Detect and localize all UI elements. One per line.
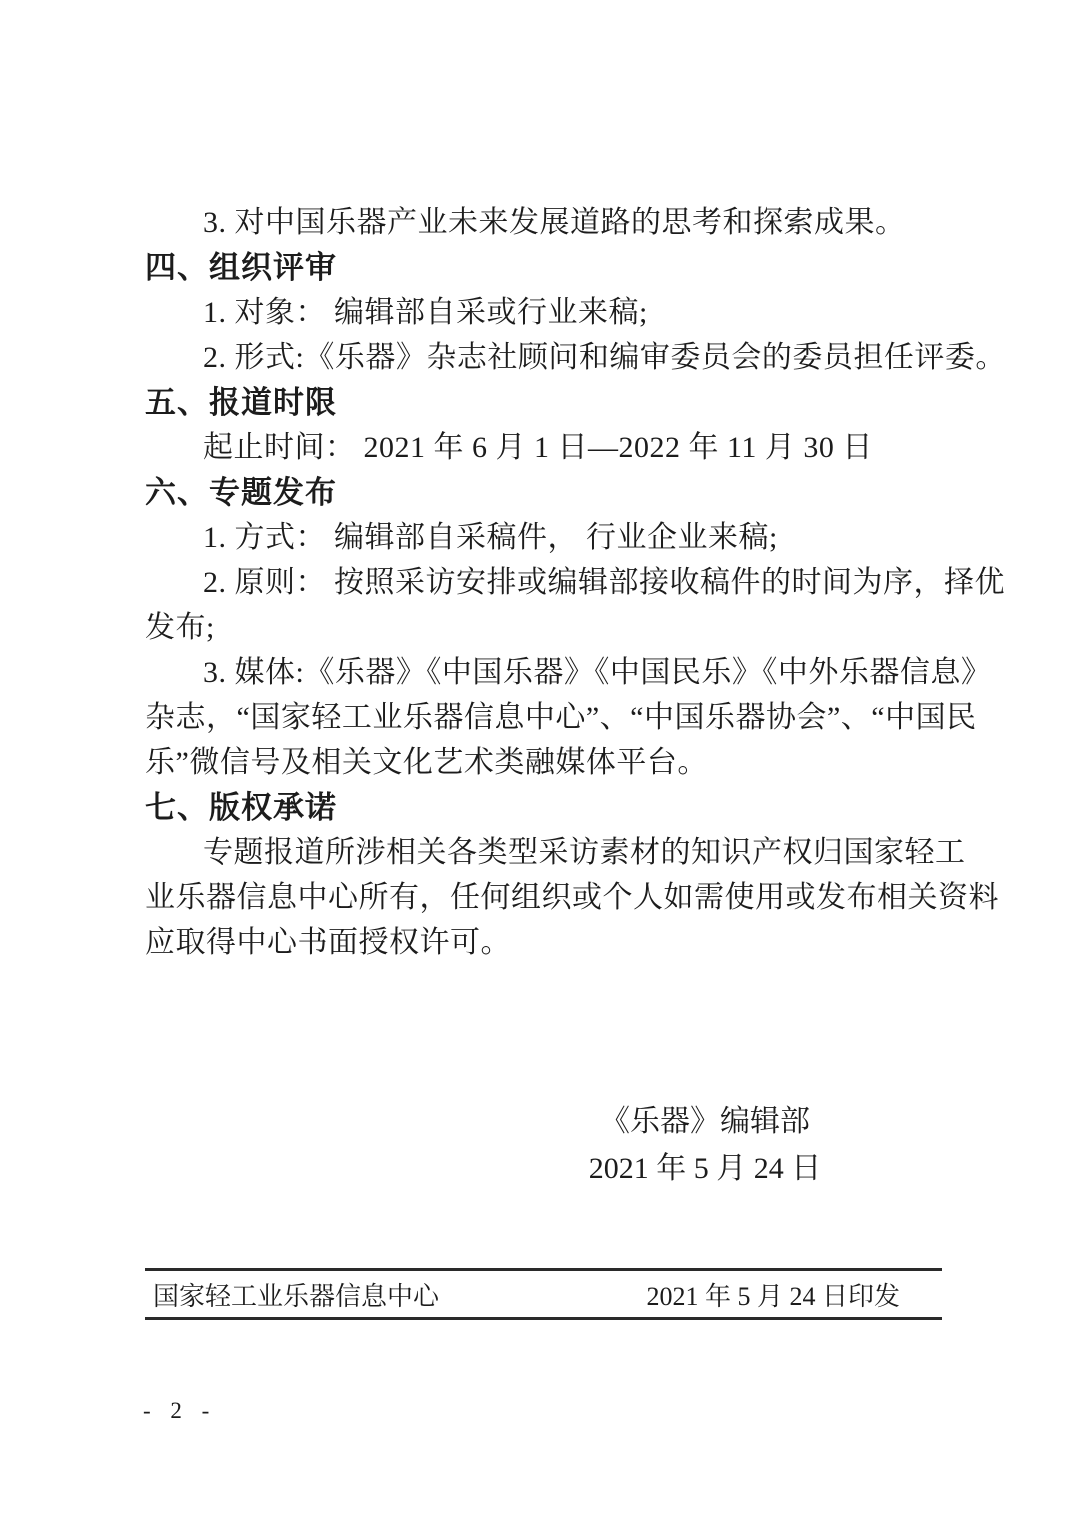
document-line: 3. 媒体:《乐器》《中国乐器》《中国民乐》《中外乐器信息》: [203, 656, 992, 689]
document-line: 业乐器信息中心所有，任何组织或个人如需使用或发布相关资料: [145, 881, 999, 914]
document-line: 2. 形式:《乐器》杂志社顾问和编审委员会的委员担任评委。: [203, 341, 1006, 374]
section-heading-6: 六、专题发布: [145, 475, 337, 510]
section-heading-5: 五、报道时限: [145, 385, 337, 420]
document-line: 乐”微信号及相关文化艺术类融媒体平台。: [145, 746, 708, 779]
document-line: 1. 方式： 编辑部自采稿件， 行业企业来稿;: [203, 521, 778, 554]
signature-block: [500, 1098, 910, 1192]
footer-print-date: 2021 年 5 月 24 日印发: [646, 1281, 900, 1311]
document-line: 2. 原则： 按照采访安排或编辑部接收稿件的时间为序，择优: [203, 566, 1005, 599]
document-line: 杂志，“国家轻工业乐器信息中心”、“中国乐器协会”、“中国民: [145, 701, 977, 734]
document-line: 1. 对象： 编辑部自采或行业来稿;: [203, 296, 648, 329]
document-line: 应取得中心书面授权许可。: [145, 926, 511, 959]
document-line: 起止时间： 2021 年 6 月 1 日—2022 年 11 月 30 日: [203, 431, 873, 464]
document-body: [145, 200, 1006, 965]
document-line: 3. 对中国乐器产业未来发展道路的思考和探索成果。: [203, 206, 906, 239]
footer-issuer: 国家轻工业乐器信息中心: [153, 1281, 440, 1311]
section-heading-4: 四、组织评审: [145, 250, 337, 285]
signature-org: 《乐器》编辑部: [600, 1105, 810, 1138]
footer-rule-box: [145, 1268, 942, 1320]
document-line: 发布;: [145, 611, 215, 644]
signature-date: 2021 年 5 月 24 日: [588, 1152, 822, 1185]
page-number: - 2 -: [143, 1398, 217, 1423]
section-heading-7: 七、版权承诺: [145, 790, 337, 825]
document-line: 专题报道所涉相关各类型采访素材的知识产权归国家轻工: [203, 836, 966, 869]
